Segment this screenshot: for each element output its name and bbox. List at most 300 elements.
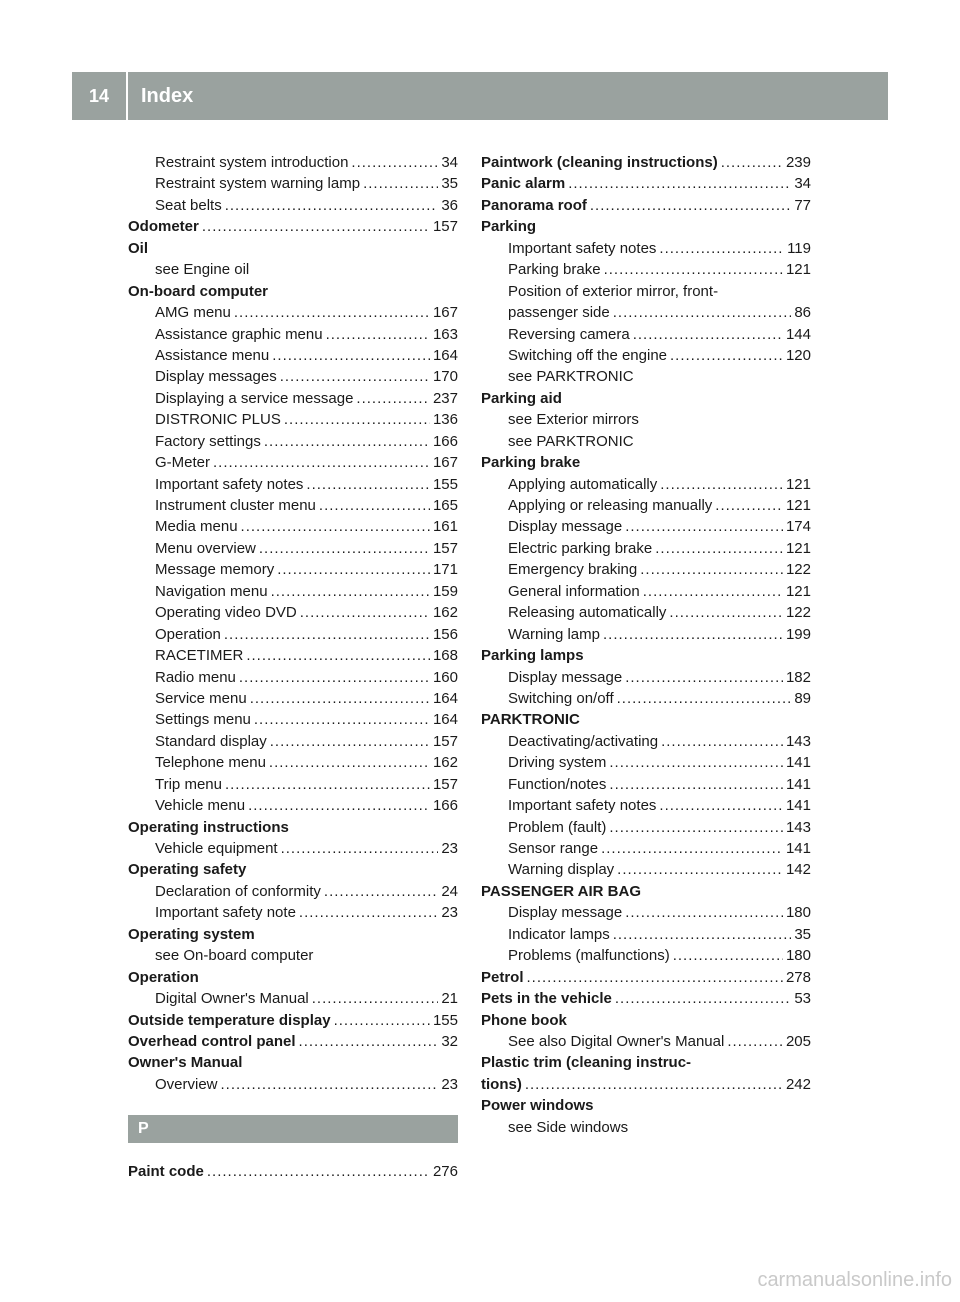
entry-label: Assistance graphic menu (155, 325, 323, 343)
entry-label: Important safety notes (155, 475, 304, 493)
index-entry (128, 1031, 458, 1052)
page-title: Index (141, 84, 194, 107)
watermark: carmanualsonline.info (757, 1269, 952, 1291)
dot-leader (613, 924, 792, 945)
index-entry (128, 1052, 458, 1073)
index-entry (128, 902, 458, 923)
dot-leader (254, 709, 430, 730)
entry-page: 36 (441, 196, 458, 214)
entry-label: passenger side (508, 304, 610, 322)
entry-page: 122 (785, 604, 811, 622)
index-entry (128, 731, 458, 752)
entry-page: 35 (794, 925, 811, 943)
entry-page: 34 (794, 175, 811, 193)
dot-leader (669, 602, 783, 623)
entry-label: see Engine oil (155, 261, 250, 279)
index-entry (481, 774, 811, 795)
index-entry (481, 838, 811, 859)
entry-label: Switching on/off (508, 689, 614, 707)
index-entry (128, 667, 458, 688)
index-entry (481, 516, 811, 537)
index-entry (481, 988, 811, 1009)
index-entry (128, 516, 458, 537)
index-entry (128, 859, 458, 880)
index-entry (481, 431, 811, 452)
entry-page: 166 (432, 797, 458, 815)
entry-page: 164 (432, 346, 458, 364)
index-entry (481, 388, 811, 409)
entry-label: Odometer (128, 218, 199, 236)
entry-label: Problems (malfunctions) (508, 947, 670, 965)
index-entry (481, 945, 811, 966)
entry-page: 157 (432, 775, 458, 793)
dot-leader (640, 559, 783, 580)
entry-label: Position of exterior mirror, front- (508, 282, 719, 300)
entry-page: 162 (432, 754, 458, 772)
entry-label: Factory settings (155, 432, 261, 450)
index-entry (481, 688, 811, 709)
index-entry (481, 324, 811, 345)
index-entry (128, 152, 458, 173)
entry-page: 77 (794, 196, 811, 214)
dot-leader (300, 602, 430, 623)
entry-page: 136 (432, 411, 458, 429)
entry-label: Display message (508, 518, 623, 536)
entry-label: RACETIMER (155, 647, 244, 665)
dot-leader (270, 731, 430, 752)
entry-page: 86 (794, 304, 811, 322)
entry-page: 276 (432, 1163, 458, 1181)
index-entry (128, 366, 458, 387)
entry-page: 162 (432, 604, 458, 622)
entry-label: Trip menu (155, 775, 222, 793)
entry-page: 171 (432, 561, 458, 579)
index-entry (128, 259, 458, 280)
entry-page: 142 (785, 861, 811, 879)
dot-leader (625, 667, 783, 688)
entry-label: Switching off the engine (508, 346, 668, 364)
index-column-right (481, 152, 811, 1138)
dot-leader (277, 559, 430, 580)
entry-page: 205 (785, 1032, 811, 1050)
index-entry (128, 281, 458, 302)
entry-page: 180 (785, 904, 811, 922)
index-entry (481, 1095, 811, 1116)
entry-label: Warning display (508, 861, 615, 879)
entry-label: Operating safety (128, 861, 247, 879)
dot-leader (527, 967, 783, 988)
dot-leader (625, 516, 783, 537)
dot-leader (659, 795, 783, 816)
index-entry (128, 302, 458, 323)
entry-label: Operating instructions (128, 818, 289, 836)
entry-label: Parking (481, 218, 537, 236)
index-entry (128, 345, 458, 366)
header-divider (126, 72, 128, 120)
entry-label: see On-board computer (155, 947, 314, 965)
index-entry (481, 859, 811, 880)
index-entry (128, 195, 458, 216)
entry-label: Outside temperature display (128, 1011, 331, 1029)
dot-leader (633, 324, 783, 345)
index-entry (481, 667, 811, 688)
entry-page: 34 (441, 154, 458, 171)
entry-page: 141 (785, 775, 811, 793)
entry-page: 182 (785, 668, 811, 686)
header-bar (72, 72, 888, 120)
index-entry (481, 1117, 811, 1138)
entry-label: Parking brake (508, 261, 601, 279)
dot-leader (246, 645, 430, 666)
dot-leader (334, 1010, 430, 1031)
entry-page: 166 (432, 432, 458, 450)
entry-label: Important safety notes (508, 797, 657, 815)
index-entry (481, 152, 811, 173)
entry-label: Important safety note (155, 904, 296, 922)
entry-page: 199 (785, 625, 811, 643)
entry-label: tions) (481, 1075, 522, 1093)
dot-leader (661, 731, 783, 752)
entry-page: 155 (432, 475, 458, 493)
dot-leader (721, 152, 783, 173)
index-entry (128, 709, 458, 730)
index-entry (128, 795, 458, 816)
index-entry (481, 902, 811, 923)
entry-label: Declaration of conformity (155, 882, 321, 900)
entry-page: 157 (432, 732, 458, 750)
dot-leader (299, 1031, 439, 1052)
index-entry (128, 474, 458, 495)
entry-page: 23 (441, 840, 458, 857)
entry-label: On-board computer (128, 282, 269, 300)
index-entry (128, 538, 458, 559)
dot-leader (224, 624, 430, 645)
entry-label: Radio menu (155, 668, 236, 686)
dot-leader (617, 859, 783, 880)
entry-label: Telephone menu (155, 754, 266, 772)
index-entry (481, 967, 811, 988)
dot-leader (615, 988, 791, 1009)
entry-page: 35 (441, 175, 458, 193)
entry-label: DISTRONIC PLUS (155, 411, 281, 429)
entry-page: 159 (432, 582, 458, 600)
dot-leader (609, 817, 783, 838)
entry-label: Emergency braking (508, 561, 638, 579)
index-entry (128, 1074, 458, 1095)
entry-label: Display message (508, 668, 623, 686)
entry-page: 141 (785, 797, 811, 815)
index-entry (481, 1031, 811, 1052)
entry-label: Oil (128, 239, 149, 257)
entry-page: 121 (785, 261, 811, 279)
index-entry (128, 624, 458, 645)
entry-page: 21 (441, 990, 458, 1008)
entry-page: 157 (432, 539, 458, 557)
dot-leader (356, 388, 430, 409)
dot-leader (660, 474, 783, 495)
dot-leader (225, 195, 439, 216)
index-entry (481, 795, 811, 816)
index-entry (128, 431, 458, 452)
entry-label: Panic alarm (481, 175, 566, 193)
entry-page: 156 (432, 625, 458, 643)
entry-page: 89 (794, 689, 811, 707)
entry-label: Digital Owner's Manual (155, 990, 309, 1008)
entry-page: 174 (785, 518, 811, 536)
index-entry (481, 731, 811, 752)
index-entry (481, 238, 811, 259)
dot-leader (264, 431, 430, 452)
dot-leader (625, 902, 783, 923)
entry-label: Problem (fault) (508, 818, 607, 836)
dot-leader (306, 474, 430, 495)
page-number: 14 (88, 85, 110, 106)
entry-label: PASSENGER AIR BAG (481, 882, 642, 900)
entry-page: 164 (432, 711, 458, 729)
dot-leader (221, 1074, 439, 1095)
entry-page: 167 (432, 454, 458, 472)
index-entry (481, 924, 811, 945)
left-entries (128, 152, 458, 1095)
entry-label: Assistance menu (155, 346, 270, 364)
entry-page: 143 (785, 818, 811, 836)
entry-label: Navigation menu (155, 582, 268, 600)
dot-leader (280, 366, 430, 387)
entry-page: 237 (432, 389, 458, 407)
index-entry (128, 881, 458, 902)
entry-page: 24 (441, 882, 458, 900)
entry-label: Sensor range (508, 840, 599, 857)
index-entry (128, 752, 458, 773)
entry-page: 122 (785, 561, 811, 579)
entry-page: 239 (785, 154, 811, 171)
index-entry (128, 774, 458, 795)
dot-leader (271, 581, 430, 602)
index-column-left (128, 152, 458, 1183)
index-entry (481, 474, 811, 495)
dot-leader (727, 1031, 783, 1052)
index-entry (128, 1161, 458, 1182)
index-entry (481, 195, 811, 216)
index-entry (481, 495, 811, 516)
index-entry (481, 216, 811, 237)
dot-leader (324, 881, 438, 902)
dot-leader (601, 838, 783, 859)
index-entry (481, 752, 811, 773)
entry-label: Overhead control panel (128, 1032, 296, 1050)
entry-label: Releasing automatically (508, 604, 667, 622)
entry-label: Applying automatically (508, 475, 658, 493)
index-entry (481, 881, 811, 902)
index-entry (128, 388, 458, 409)
dot-leader (643, 581, 783, 602)
entry-page: 121 (785, 475, 811, 493)
entry-page: 23 (441, 904, 458, 922)
dot-leader (225, 774, 430, 795)
index-entry (128, 559, 458, 580)
entry-label: Panorama roof (481, 196, 587, 214)
entry-page: 119 (787, 239, 811, 257)
index-entry (128, 324, 458, 345)
index-entry (128, 452, 458, 473)
entry-label: Parking brake (481, 454, 581, 472)
entry-label: Display message (508, 904, 623, 922)
index-entry (128, 817, 458, 838)
entry-label: Seat belts (155, 196, 222, 214)
entry-label: Paintwork (cleaning instructions) (481, 154, 718, 171)
entry-label: Overview (155, 1075, 218, 1093)
dot-leader (715, 495, 783, 516)
entry-label: see Exterior mirrors (508, 411, 639, 429)
index-entry (128, 988, 458, 1009)
index-entry (481, 281, 811, 302)
entry-page: 121 (785, 539, 811, 557)
entry-label: see Side windows (508, 1118, 629, 1136)
entry-page: 157 (432, 218, 458, 236)
entry-page: 180 (785, 947, 811, 965)
dot-leader (281, 838, 439, 859)
index-entry (481, 709, 811, 730)
dot-leader (568, 173, 791, 194)
dot-leader (207, 1161, 430, 1182)
entry-label: Operation (128, 968, 199, 986)
entry-label: Instrument cluster menu (155, 497, 316, 514)
entry-label: Indicator lamps (508, 925, 610, 943)
index-entry (481, 581, 811, 602)
index-entry (481, 645, 811, 666)
index-entry (128, 688, 458, 709)
dot-leader (248, 795, 430, 816)
index-entry (128, 495, 458, 516)
entry-page: 161 (432, 518, 458, 536)
dot-leader (239, 667, 430, 688)
index-entry (481, 538, 811, 559)
entry-label: Standard display (155, 732, 267, 750)
entry-page: 278 (785, 968, 811, 986)
entry-label: Petrol (481, 968, 524, 986)
entry-label: Vehicle menu (155, 797, 246, 815)
entry-label: Deactivating/activating (508, 732, 659, 750)
dot-leader (312, 988, 439, 1009)
index-entry (481, 817, 811, 838)
entry-label: Restraint system introduction (155, 154, 349, 171)
dot-leader (241, 516, 430, 537)
entry-label: Important safety notes (508, 239, 657, 257)
index-entry (128, 967, 458, 988)
entry-label: Media menu (155, 518, 238, 536)
entry-label: AMG menu (155, 304, 231, 322)
dot-leader (269, 752, 430, 773)
entry-label: Settings menu (155, 711, 251, 729)
entry-page: 121 (785, 582, 811, 600)
right-entries (481, 152, 811, 1138)
dot-leader (603, 624, 783, 645)
dot-leader (604, 259, 783, 280)
entry-page: 165 (432, 497, 458, 514)
entry-page: 168 (432, 647, 458, 665)
entry-label: Reversing camera (508, 325, 630, 343)
entry-page: 120 (785, 346, 811, 364)
index-entry (481, 1010, 811, 1031)
dot-leader (299, 902, 438, 923)
index-entry (481, 345, 811, 366)
index-entry (128, 924, 458, 945)
entry-label: see PARKTRONIC (508, 432, 634, 450)
entry-page: 141 (785, 754, 811, 772)
index-entry (128, 602, 458, 623)
entry-label: Warning lamp (508, 625, 600, 643)
index-entry (481, 302, 811, 323)
dot-leader (613, 302, 792, 323)
index-entry (481, 624, 811, 645)
section-p-entries (128, 1161, 458, 1182)
dot-leader (673, 945, 783, 966)
dot-leader (250, 688, 430, 709)
entry-label: G-Meter (155, 454, 211, 472)
entry-label: Parking lamps (481, 647, 584, 665)
entry-label: Menu overview (155, 539, 256, 557)
entry-page: 170 (432, 368, 458, 386)
dot-leader (259, 538, 430, 559)
index-entry (128, 838, 458, 859)
entry-label: Driving system (508, 754, 607, 772)
index-entry (481, 602, 811, 623)
entry-label: see PARKTRONIC (508, 368, 634, 386)
entry-label: General information (508, 582, 640, 600)
entry-label: Service menu (155, 689, 247, 707)
entry-label: Electric parking brake (508, 539, 653, 557)
entry-label: Parking aid (481, 389, 562, 407)
entry-label: Applying or releasing manually (508, 497, 713, 514)
dot-leader (525, 1074, 783, 1095)
dot-leader (284, 409, 430, 430)
dot-leader (326, 324, 430, 345)
entry-label: Message memory (155, 561, 275, 579)
section-header-p: P (128, 1115, 458, 1143)
index-entry (128, 645, 458, 666)
index-entry (128, 238, 458, 259)
entry-page: 242 (785, 1075, 811, 1093)
index-entry (128, 409, 458, 430)
dot-leader (670, 345, 783, 366)
dot-leader (655, 538, 783, 559)
index-entry (481, 1074, 811, 1095)
entry-page: 155 (432, 1011, 458, 1029)
entry-page: 121 (785, 497, 811, 514)
index-entry (481, 1052, 811, 1073)
index-entry (481, 366, 811, 387)
entry-label: Operating video DVD (155, 604, 297, 622)
dot-leader (213, 452, 430, 473)
index-entry (128, 581, 458, 602)
entry-label: Plastic trim (cleaning instruc- (481, 1054, 692, 1072)
index-entry (481, 559, 811, 580)
dot-leader (319, 495, 430, 516)
dot-leader (202, 216, 430, 237)
dot-leader (234, 302, 430, 323)
entry-label: Display messages (155, 368, 277, 386)
entry-label: See also Digital Owner's Manual (508, 1032, 725, 1050)
entry-page: 32 (441, 1032, 458, 1050)
index-entry (128, 945, 458, 966)
index-entry (481, 452, 811, 473)
index-entry (481, 409, 811, 430)
dot-leader (272, 345, 430, 366)
entry-label: PARKTRONIC (481, 711, 580, 729)
entry-page: 143 (785, 732, 811, 750)
entry-label: Paint code (128, 1163, 204, 1181)
entry-page: 167 (432, 304, 458, 322)
